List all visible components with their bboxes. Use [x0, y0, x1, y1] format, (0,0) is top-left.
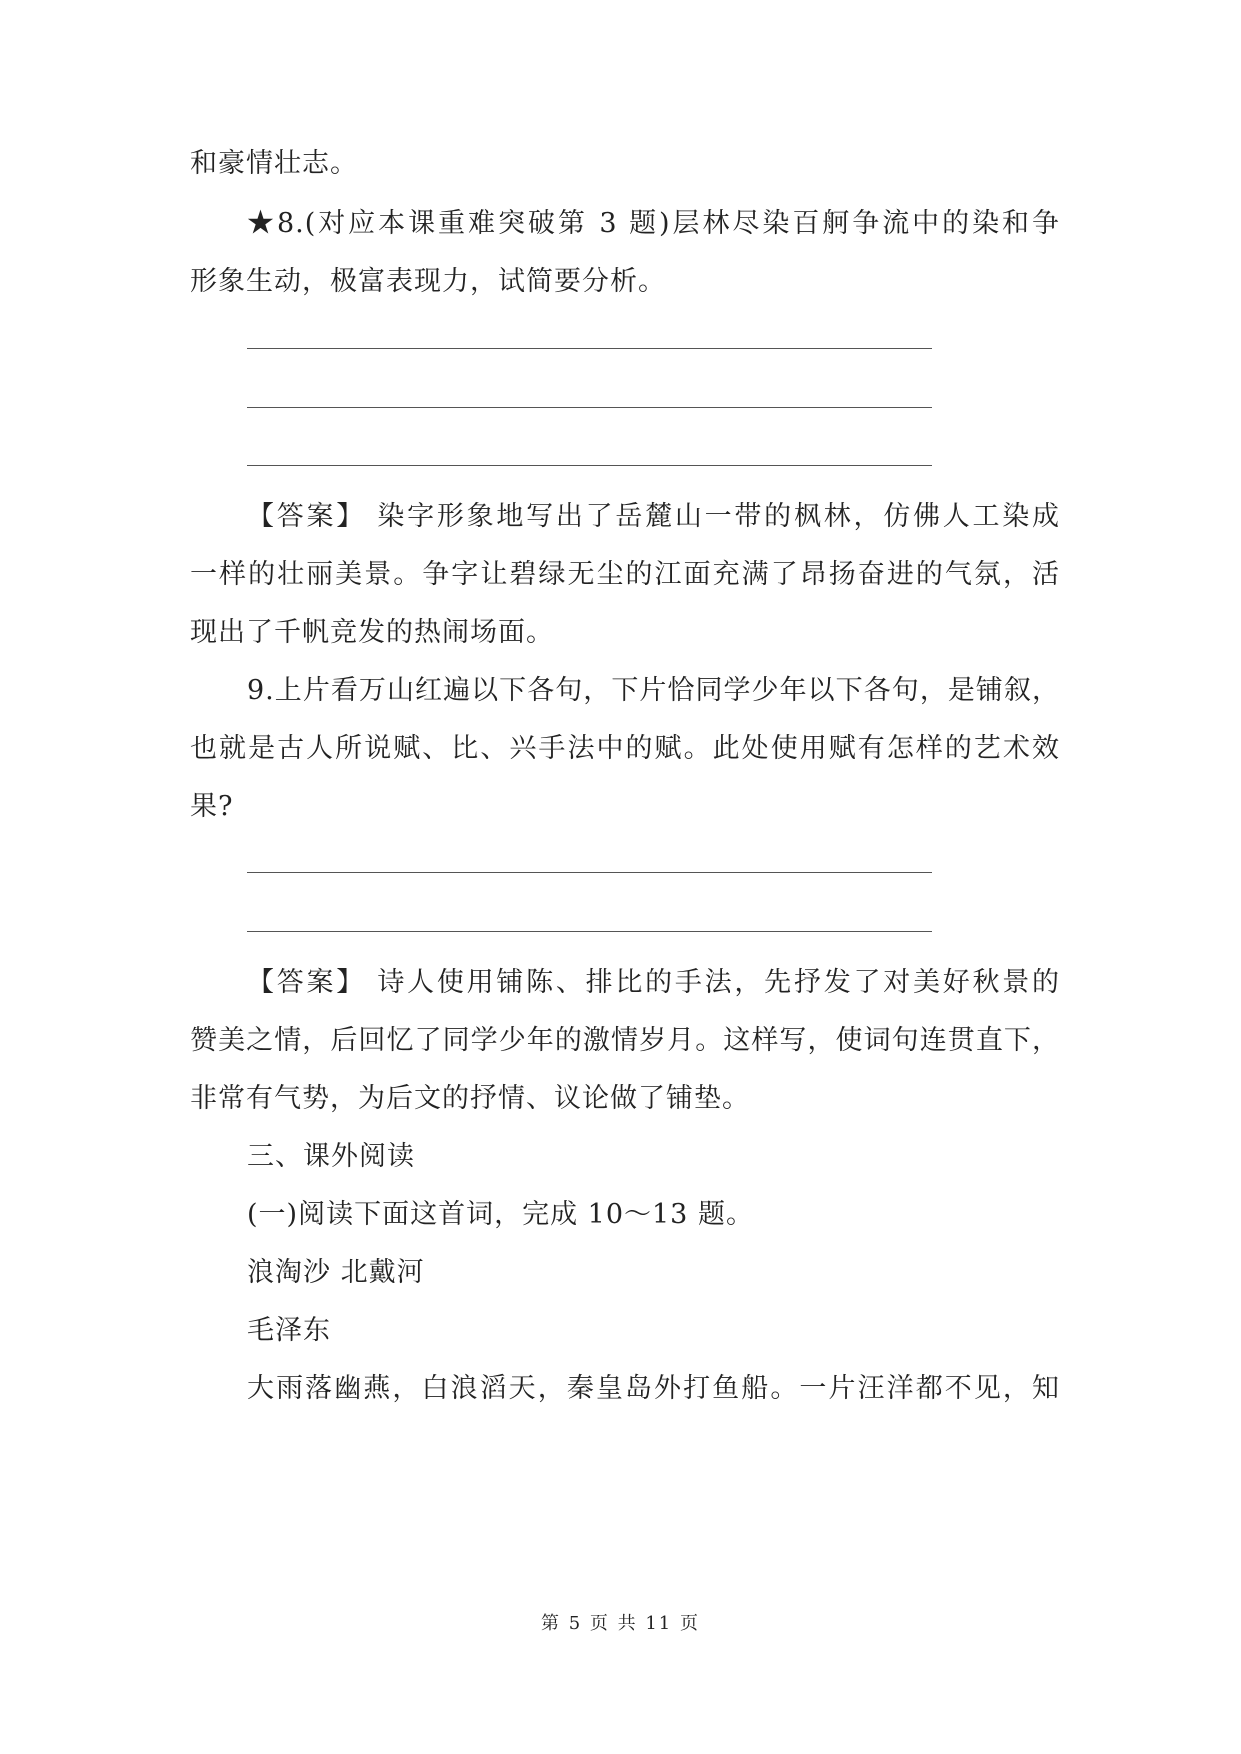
answer-blank-line: [247, 407, 932, 408]
answer-9-line: 非常有气势，为后文的抒情、议论做了铺垫。: [190, 1083, 750, 1114]
question-9-line: 也就是古人所说赋、比、兴手法中的赋。此处使用赋有怎样的艺术效: [190, 733, 1060, 764]
question-8-line: 形象生动，极富表现力，试简要分析。: [190, 266, 666, 297]
answer-blank-line: [247, 931, 932, 932]
question-9-line: 9.上片看万山红遍以下各句，下片恰同学少年以下各句，是铺叙，: [247, 675, 1060, 706]
question-9-line: 果?: [190, 791, 234, 822]
poem-author: 毛泽东: [247, 1315, 331, 1346]
poem-title: 浪淘沙 北戴河: [247, 1257, 425, 1288]
answer-blank-line: [247, 465, 932, 466]
answer-8-line: 现出了千帆竞发的热闹场面。: [190, 617, 554, 648]
answer-8-line: 一样的壮丽美景。争字让碧绿无尘的江面充满了昂扬奋进的气氛，活: [190, 559, 1060, 590]
paragraph-line: 和豪情壮志。: [190, 148, 358, 179]
reading-instruction: (一)阅读下面这首词，完成 10～13 题。: [247, 1199, 754, 1230]
answer-9-line: 赞美之情，后回忆了同学少年的激情岁月。这样写，使词句连贯直下，: [190, 1025, 1060, 1056]
answer-blank-line: [247, 872, 932, 873]
poem-line: 大雨落幽燕，白浪滔天，秦皇岛外打鱼船。一片汪洋都不见，知: [247, 1373, 1060, 1404]
page-number-footer: 第 5 页 共 11 页: [541, 1613, 700, 1634]
answer-8-line: 【答案】 染字形象地写出了岳麓山一带的枫林，仿佛人工染成: [247, 501, 1060, 532]
answer-blank-line: [247, 348, 932, 349]
section-heading: 三、课外阅读: [247, 1141, 415, 1172]
answer-9-line: 【答案】 诗人使用铺陈、排比的手法，先抒发了对美好秋景的: [247, 967, 1060, 998]
question-8-line: ★8.(对应本课重难突破第 3 题)层林尽染百舸争流中的染和争: [247, 208, 1060, 239]
